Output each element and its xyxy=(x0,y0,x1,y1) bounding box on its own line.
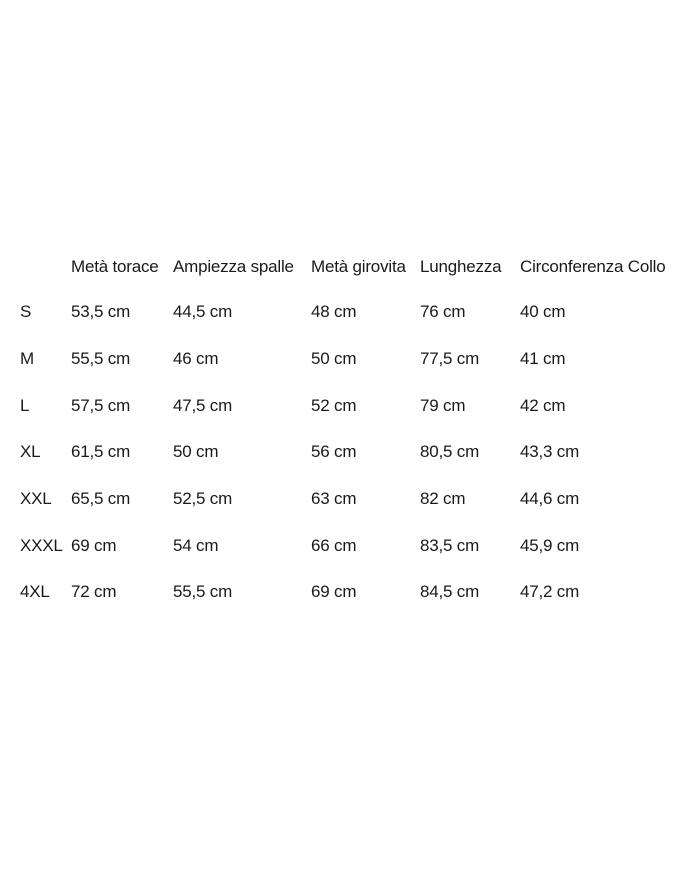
table-cell: 43,3 cm xyxy=(520,442,580,461)
header-meta-girovita: Metà girovita xyxy=(311,257,406,276)
table-cell: 54 cm xyxy=(173,536,219,555)
size-label: 4XL xyxy=(20,582,50,601)
header-meta-torace: Metà torace xyxy=(71,257,159,276)
table-cell: 46 cm xyxy=(173,349,219,368)
table-cell: 66 cm xyxy=(311,536,357,555)
table-cell: 61,5 cm xyxy=(71,442,131,461)
table-cell: 52,5 cm xyxy=(173,489,233,508)
table-cell: 84,5 cm xyxy=(420,582,480,601)
table-cell: 79 cm xyxy=(420,396,466,415)
table-cell: 47,5 cm xyxy=(173,396,233,415)
table-cell: 47,2 cm xyxy=(520,582,580,601)
table-cell: 42 cm xyxy=(520,396,566,415)
table-cell: 41 cm xyxy=(520,349,566,368)
table-cell: 56 cm xyxy=(311,442,357,461)
table-cell: 48 cm xyxy=(311,302,357,321)
table-cell: 44,5 cm xyxy=(173,302,233,321)
table-cell: 83,5 cm xyxy=(420,536,480,555)
table-cell: 50 cm xyxy=(173,442,219,461)
size-label: S xyxy=(20,302,32,321)
table-cell: 53,5 cm xyxy=(71,302,131,321)
header-circonferenza-collo: Circonferenza Collo xyxy=(520,257,666,276)
table-cell: 77,5 cm xyxy=(420,349,480,368)
header-lunghezza: Lunghezza xyxy=(420,257,502,276)
size-label: XXXL xyxy=(20,536,63,555)
size-label: L xyxy=(20,396,30,415)
size-label: XXL xyxy=(20,489,52,508)
size-label: XL xyxy=(20,442,41,461)
table-cell: 82 cm xyxy=(420,489,466,508)
table-cell: 69 cm xyxy=(71,536,117,555)
size-label: M xyxy=(20,349,34,368)
table-cell: 80,5 cm xyxy=(420,442,480,461)
table-cell: 55,5 cm xyxy=(71,349,131,368)
table-cell: 63 cm xyxy=(311,489,357,508)
table-cell: 44,6 cm xyxy=(520,489,580,508)
table-cell: 55,5 cm xyxy=(173,582,233,601)
table-cell: 76 cm xyxy=(420,302,466,321)
table-cell: 45,9 cm xyxy=(520,536,580,555)
table-cell: 52 cm xyxy=(311,396,357,415)
table-cell: 40 cm xyxy=(520,302,566,321)
header-ampiezza-spalle: Ampiezza spalle xyxy=(173,257,294,276)
table-cell: 65,5 cm xyxy=(71,489,131,508)
table-cell: 50 cm xyxy=(311,349,357,368)
table-cell: 69 cm xyxy=(311,582,357,601)
table-cell: 72 cm xyxy=(71,582,117,601)
table-cell: 57,5 cm xyxy=(71,396,131,415)
